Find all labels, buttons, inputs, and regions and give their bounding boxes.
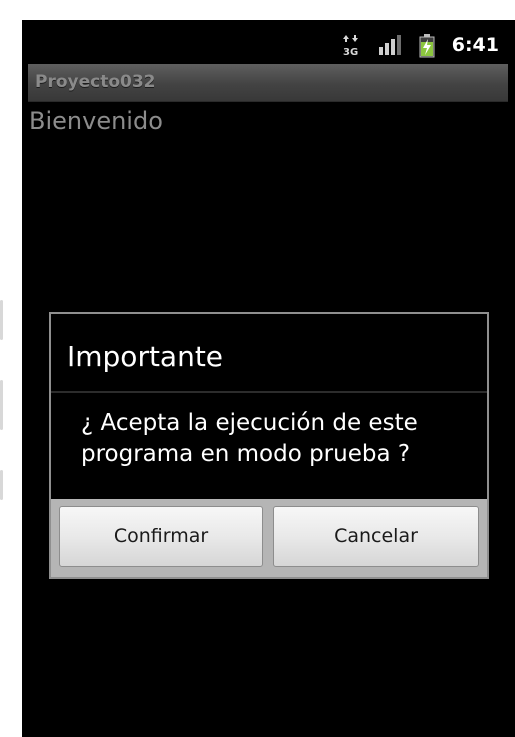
battery-charging-icon bbox=[419, 34, 435, 58]
dialog-divider bbox=[51, 391, 487, 393]
dialog-button-bar bbox=[51, 499, 487, 577]
bezel-edge bbox=[0, 380, 3, 430]
confirm-button[interactable]: Confirmar bbox=[59, 506, 263, 567]
welcome-text: Bienvenido bbox=[29, 107, 163, 135]
phone-screen bbox=[22, 20, 515, 737]
signal-strength-icon bbox=[378, 34, 402, 56]
status-clock: 6:41 bbox=[451, 34, 499, 56]
bezel-edge bbox=[0, 300, 3, 340]
confirm-dialog bbox=[49, 312, 489, 579]
network-type-label: 3G bbox=[343, 47, 359, 56]
status-bar bbox=[22, 20, 515, 64]
dialog-title: Importante bbox=[67, 340, 224, 373]
cancel-button[interactable]: Cancelar bbox=[273, 506, 479, 567]
app-title: Proyecto032 bbox=[35, 72, 156, 92]
bezel-edge bbox=[0, 470, 3, 500]
app-title-bar bbox=[28, 64, 508, 102]
dialog-message: ¿ Acepta la ejecución de este programa en modo prueba ? bbox=[81, 410, 418, 467]
data-3g-icon bbox=[342, 34, 362, 56]
